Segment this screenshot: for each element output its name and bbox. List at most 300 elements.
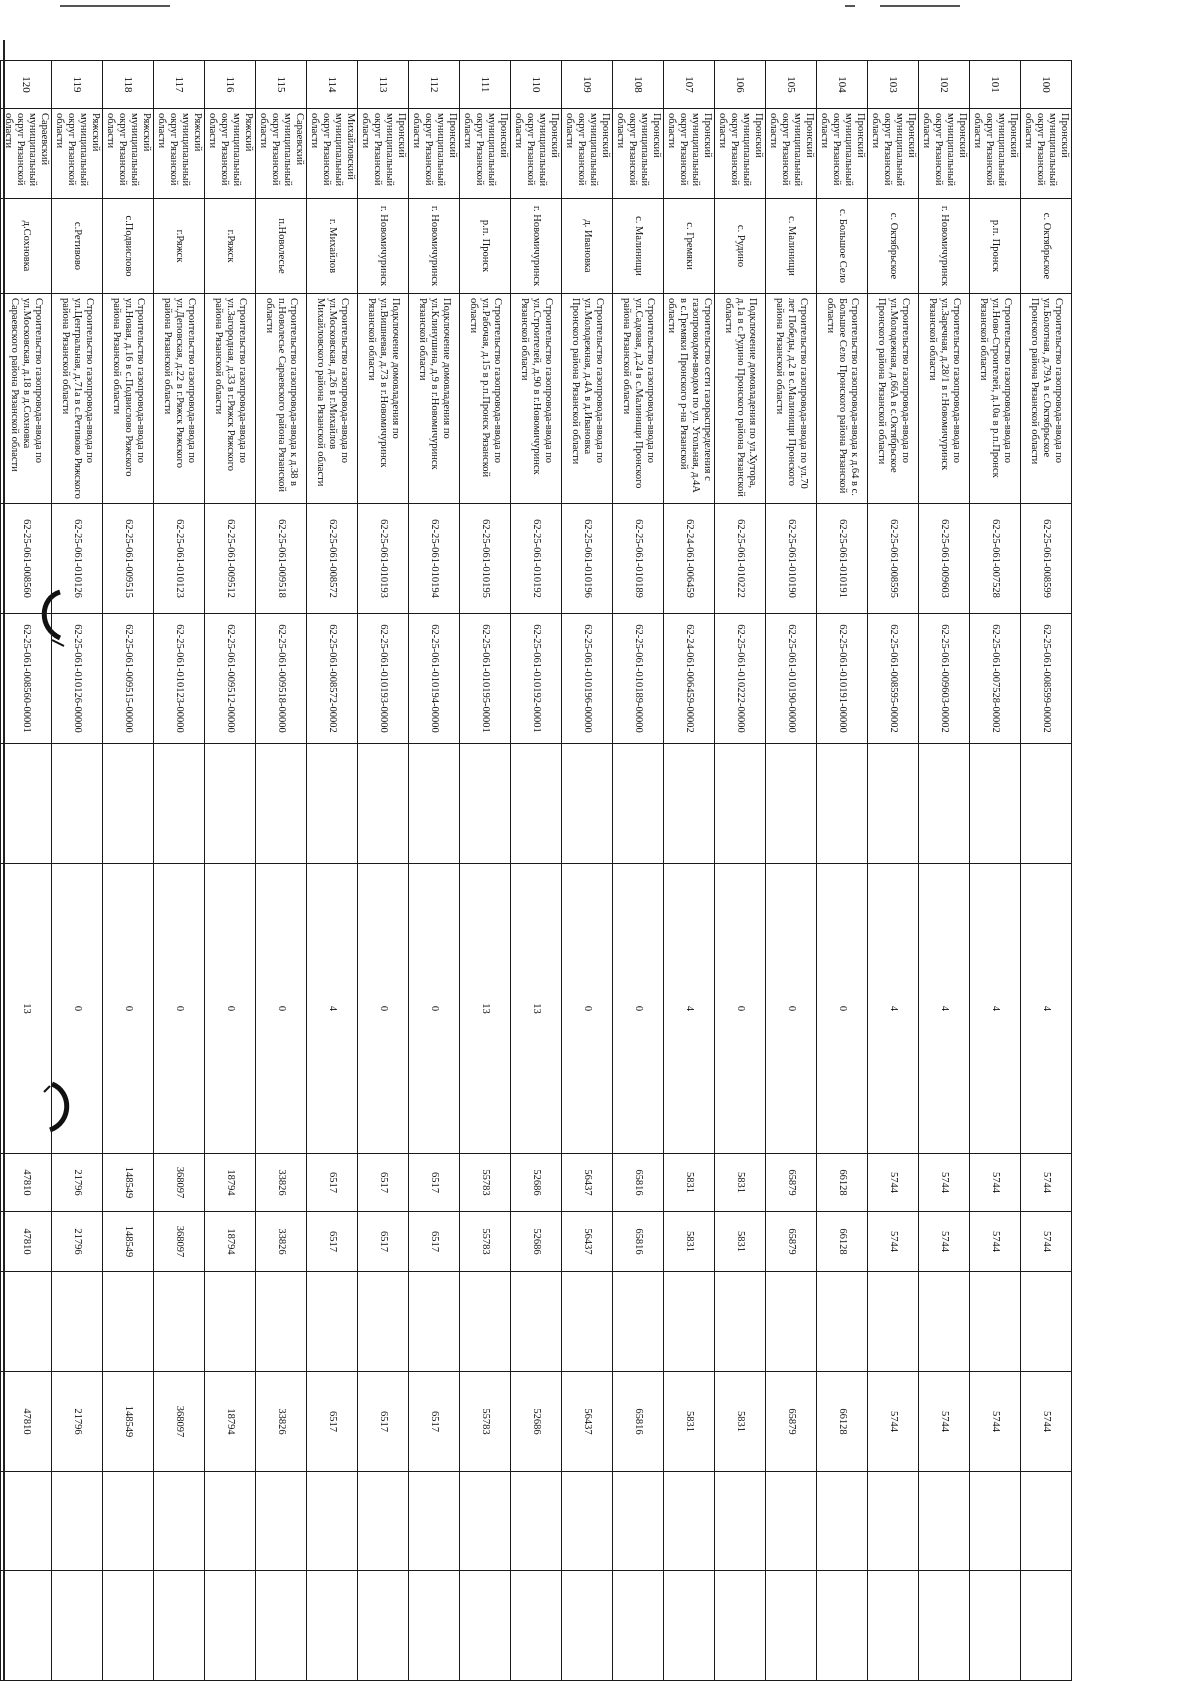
cell-empty [664, 1472, 715, 1571]
cell-empty [460, 1472, 511, 1571]
cell-number: 118 [103, 61, 154, 109]
cell-load: 0 [103, 864, 154, 1154]
cell-contract-id: 62-25-061-010193-00000 [358, 614, 409, 744]
cell-empty [154, 1472, 205, 1571]
cell-cost-1: 5831 [715, 1154, 766, 1212]
cell-empty [817, 744, 868, 864]
cell-application-id: 62-25-061-010190 [766, 504, 817, 614]
cell-empty [613, 744, 664, 864]
cell-district: Сараевский муниципальный округ Рязанской области [1, 109, 52, 199]
cell-cost-3 [970, 1272, 1021, 1372]
cell-empty [52, 1571, 103, 1681]
cell-application-id: 62-25-061-010194 [409, 504, 460, 614]
cell-cost-4: 47810 [1, 1372, 52, 1472]
cell-empty [307, 744, 358, 864]
cell-empty [562, 1571, 613, 1681]
cell-cost-1: 47810 [1, 1154, 52, 1212]
cell-cost-2: 5744 [868, 1212, 919, 1272]
cell-district: Пронский муниципальный округ Рязанской области [613, 109, 664, 199]
table-row [1, 61, 52, 1681]
cell-empty [154, 1571, 205, 1681]
cell-cost-1: 6517 [358, 1154, 409, 1212]
cell-cost-4: 21796 [52, 1372, 103, 1472]
cell-application-id: 62-25-061-008595 [868, 504, 919, 614]
cell-cost-4: 33826 [256, 1372, 307, 1472]
cell-cost-1: 6517 [409, 1154, 460, 1212]
cell-object: Строительство газопровода-ввода по ул.Деповская, д.22 в г.Ряжск Ряжского района Рязанской области [154, 294, 205, 504]
cell-locality: с. Гремяки [664, 199, 715, 294]
cell-contract-id: 62-25-061-009515-00000 [103, 614, 154, 744]
cell-empty [511, 744, 562, 864]
cell-load: 0 [205, 864, 256, 1154]
table-row [511, 61, 562, 1681]
cell-empty [358, 1472, 409, 1571]
cell-empty [1021, 1571, 1072, 1681]
cell-empty [409, 1571, 460, 1681]
table-row [460, 61, 511, 1681]
cell-cost-2: 5744 [1021, 1212, 1072, 1272]
cell-load: 4 [1021, 864, 1072, 1154]
cell-cost-3 [460, 1272, 511, 1372]
cell-district: Пронский муниципальный округ Рязанской области [409, 109, 460, 199]
cell-district: Михайловский муниципальный округ Рязанской области [307, 109, 358, 199]
cell-cost-3 [715, 1272, 766, 1372]
cell-load: 13 [1, 864, 52, 1154]
table-row [664, 61, 715, 1681]
cell-load: 0 [562, 864, 613, 1154]
cell-cost-2: 6517 [409, 1212, 460, 1272]
cell-cost-1: 18794 [205, 1154, 256, 1212]
cell-cost-2: 33826 [256, 1212, 307, 1272]
cell-empty [1021, 1472, 1072, 1571]
cell-locality: г. Новомичуринск [919, 199, 970, 294]
cell-cost-2: 56437 [562, 1212, 613, 1272]
cell-cost-3 [205, 1272, 256, 1372]
cell-locality: с. Рудино [715, 199, 766, 294]
cell-contract-id: 62-25-061-010190-00000 [766, 614, 817, 744]
cell-empty [103, 1472, 154, 1571]
cell-cost-3 [307, 1272, 358, 1372]
cell-number: 113 [358, 61, 409, 109]
cell-object: Строительство газопровода-ввода к д.64 в с. Большое Село Пронского района Рязанской области [817, 294, 868, 504]
cell-cost-4: 148549 [103, 1372, 154, 1472]
cell-district: Пронский муниципальный округ Рязанской области [562, 109, 613, 199]
cell-application-id: 62-25-061-010196 [562, 504, 613, 614]
cell-load: 0 [613, 864, 664, 1154]
cell-empty [205, 1472, 256, 1571]
table-row [358, 61, 409, 1681]
cell-locality: с. Октябрьское [868, 199, 919, 294]
cell-object: Строительство газопровода-ввода по ул.Болотная, д.79А в с.Октябрьское Пронского района Рязанской области [1021, 294, 1072, 504]
cell-empty [1, 744, 52, 864]
cell-locality: р.п. Пронск [460, 199, 511, 294]
table-row [868, 61, 919, 1681]
cell-number: 109 [562, 61, 613, 109]
cell-locality: г. Михайлов [307, 199, 358, 294]
cell-object: Строительство газопровода-ввода по ул.70 лет Победы, д.2 в с.Малинищи Пронского района Рязанской области [766, 294, 817, 504]
cell-empty [307, 1472, 358, 1571]
cell-load: 0 [766, 864, 817, 1154]
cell-empty [664, 1571, 715, 1681]
table-row [817, 61, 868, 1681]
cell-number: 112 [409, 61, 460, 109]
cell-contract-id: 62-25-061-010194-00000 [409, 614, 460, 744]
cell-cost-4: 65816 [613, 1372, 664, 1472]
cell-number: 108 [613, 61, 664, 109]
cell-object: Строительство газопровода-ввода по ул.Центральная, д.71а в с.Ретивово Ряжского района Рязанской области [52, 294, 103, 504]
cell-contract-id: 62-25-061-010192-00001 [511, 614, 562, 744]
cell-cost-2: 65879 [766, 1212, 817, 1272]
cell-cost-4: 5744 [970, 1372, 1021, 1472]
cell-empty [205, 1571, 256, 1681]
cell-cost-2: 52686 [511, 1212, 562, 1272]
cell-contract-id: 62-25-061-010191-00000 [817, 614, 868, 744]
cell-empty [460, 1571, 511, 1681]
cell-object: Подключение домовладения по ул.Хутора, д.1а в с.Рудино Пронского района Рязанской области [715, 294, 766, 504]
cell-cost-2: 5744 [919, 1212, 970, 1272]
cell-cost-2: 18794 [205, 1212, 256, 1272]
cell-load: 13 [511, 864, 562, 1154]
cell-empty [52, 744, 103, 864]
cell-contract-id: 62-25-061-009512-00000 [205, 614, 256, 744]
cell-cost-1: 5744 [970, 1154, 1021, 1212]
cell-cost-4: 5744 [919, 1372, 970, 1472]
cell-empty [613, 1571, 664, 1681]
cell-cost-1: 148549 [103, 1154, 154, 1212]
cell-locality: г. Новомичуринск [409, 199, 460, 294]
cell-contract-id: 62-25-061-010195-00001 [460, 614, 511, 744]
cell-locality: г. Новомичуринск [358, 199, 409, 294]
cell-application-id: 62-25-061-008560 [1, 504, 52, 614]
cell-cost-1: 65879 [766, 1154, 817, 1212]
cell-empty [970, 744, 1021, 864]
table-row [715, 61, 766, 1681]
table-row [766, 61, 817, 1681]
table-row [970, 61, 1021, 1681]
cell-cost-3 [154, 1272, 205, 1372]
cell-empty [715, 1472, 766, 1571]
cell-empty [817, 1571, 868, 1681]
cell-object: Строительство газопровода-ввода по ул.Заречная, д.28/1 в г.Новомичуринск Рязанской области [919, 294, 970, 504]
cell-application-id: 62-25-061-010123 [154, 504, 205, 614]
cell-object: Подключение домовладения по ул.Вишневая, д.73 в г.Новомичуринск Рязанской области [358, 294, 409, 504]
cell-object: Строительство газопровода-ввода по ул.Молодежная, д.4А в д.Ивановка Пронского района Рязанской области [562, 294, 613, 504]
cell-locality: д.Сохновка [1, 199, 52, 294]
cell-load: 4 [307, 864, 358, 1154]
cell-cost-3 [868, 1272, 919, 1372]
table-row [409, 61, 460, 1681]
cell-object: Подключение домовладения по ул.Клинушина, д.9 в г.Новомичуринск Рязанской области [409, 294, 460, 504]
cell-empty [613, 1472, 664, 1571]
cell-empty [409, 1472, 460, 1571]
cell-application-id: 62-25-061-008572 [307, 504, 358, 614]
cell-load: 0 [256, 864, 307, 1154]
cell-application-id: 62-25-061-010193 [358, 504, 409, 614]
cell-cost-1: 5744 [1021, 1154, 1072, 1212]
cell-application-id: 62-24-061-006459 [664, 504, 715, 614]
cell-cost-3 [1, 1272, 52, 1372]
cell-cost-4: 18794 [205, 1372, 256, 1472]
cell-cost-3 [613, 1272, 664, 1372]
cell-application-id: 62-25-061-009512 [205, 504, 256, 614]
cell-empty [205, 744, 256, 864]
data-table [0, 60, 1072, 1681]
cell-empty [409, 744, 460, 864]
cell-application-id: 62-25-061-010195 [460, 504, 511, 614]
cell-empty [715, 1571, 766, 1681]
cell-cost-4: 56437 [562, 1372, 613, 1472]
cell-cost-2: 148549 [103, 1212, 154, 1272]
cell-empty [460, 744, 511, 864]
cell-object: Строительство газопровода-ввода по ул.Молодежная, д.66А в с.Октябрьское Пронского района Рязанской области [868, 294, 919, 504]
cell-cost-1: 33826 [256, 1154, 307, 1212]
cell-number: 105 [766, 61, 817, 109]
cell-number: 116 [205, 61, 256, 109]
cell-empty [256, 744, 307, 864]
cell-locality: с. Малинищи [613, 199, 664, 294]
cell-cost-1: 21796 [52, 1154, 103, 1212]
cell-cost-1: 65816 [613, 1154, 664, 1212]
cell-empty [562, 1472, 613, 1571]
cell-load: 13 [460, 864, 511, 1154]
cell-contract-id: 62-25-061-009518-00000 [256, 614, 307, 744]
cell-cost-3 [409, 1272, 460, 1372]
cell-number: 110 [511, 61, 562, 109]
cell-cost-4: 5831 [664, 1372, 715, 1472]
cell-locality: р.п. Пронск [970, 199, 1021, 294]
cell-number: 120 [1, 61, 52, 109]
cell-locality: с. Октябрьское [1021, 199, 1072, 294]
cell-cost-2: 6517 [358, 1212, 409, 1272]
cell-locality: г.Ряжск [205, 199, 256, 294]
cell-contract-id: 62-25-061-008572-00002 [307, 614, 358, 744]
cell-object: Строительство газопровода-ввода по ул.Московская, д.26 в г.Михайлов Михайловского района Рязанской области [307, 294, 358, 504]
cell-contract-id: 62-25-061-008560-00001 [1, 614, 52, 744]
cell-object: Строительство газопровода-ввода по ул.Новая, д.16 в с.Подвислово Ряжского района Рязанской области [103, 294, 154, 504]
cell-empty [766, 744, 817, 864]
cell-empty [817, 1472, 868, 1571]
cell-empty [715, 744, 766, 864]
cell-district: Пронский муниципальный округ Рязанской области [868, 109, 919, 199]
cell-cost-3 [511, 1272, 562, 1372]
cell-cost-4: 6517 [409, 1372, 460, 1472]
cell-application-id: 62-25-061-009518 [256, 504, 307, 614]
table-row [256, 61, 307, 1681]
cell-object: Строительство газопровода-ввода по ул.Загородная, д.33 в г.Ряжск Ряжского района Рязанской области [205, 294, 256, 504]
cell-cost-3 [919, 1272, 970, 1372]
cell-cost-4: 66128 [817, 1372, 868, 1472]
cell-cost-3 [664, 1272, 715, 1372]
cell-number: 104 [817, 61, 868, 109]
cell-cost-1: 66128 [817, 1154, 868, 1212]
cell-application-id: 62-25-061-007528 [970, 504, 1021, 614]
cell-number: 106 [715, 61, 766, 109]
cell-number: 115 [256, 61, 307, 109]
cell-contract-id: 62-25-061-007528-00002 [970, 614, 1021, 744]
cell-empty [307, 1571, 358, 1681]
cell-load: 4 [664, 864, 715, 1154]
cell-empty [103, 744, 154, 864]
cell-cost-3 [817, 1272, 868, 1372]
cell-cost-4: 5744 [868, 1372, 919, 1472]
cell-empty [919, 1571, 970, 1681]
cell-load: 0 [52, 864, 103, 1154]
cell-cost-4: 368097 [154, 1372, 205, 1472]
cell-cost-4: 6517 [307, 1372, 358, 1472]
cell-locality: с.Подвислово [103, 199, 154, 294]
cell-object: Строительство газопровода-ввода по ул.Рабочая, д.15 в р.п.Пронск Рязанской области [460, 294, 511, 504]
cell-contract-id: 62-25-061-010222-00000 [715, 614, 766, 744]
table-row [919, 61, 970, 1681]
table-row [52, 61, 103, 1681]
cell-empty [970, 1571, 1021, 1681]
cell-cost-3 [562, 1272, 613, 1372]
cell-number: 114 [307, 61, 358, 109]
table-row [307, 61, 358, 1681]
cell-contract-id: 62-25-061-008599-00002 [1021, 614, 1072, 744]
cell-cost-1: 52686 [511, 1154, 562, 1212]
cell-object: Строительство газопровода-ввода по ул.Московская, д.18 в д.Сохновка Сараевского района Рязанской области [1, 294, 52, 504]
cell-cost-3 [358, 1272, 409, 1372]
cell-number: 100 [1021, 61, 1072, 109]
cell-load: 0 [154, 864, 205, 1154]
cell-cost-2: 21796 [52, 1212, 103, 1272]
cell-cost-2: 6517 [307, 1212, 358, 1272]
cell-empty [919, 1472, 970, 1571]
cell-contract-id: 62-25-061-010189-00000 [613, 614, 664, 744]
cell-cost-1: 5744 [868, 1154, 919, 1212]
cell-empty [1, 1472, 52, 1571]
cell-load: 0 [817, 864, 868, 1154]
cell-cost-1: 56437 [562, 1154, 613, 1212]
table-body [1, 61, 1072, 1681]
cell-locality: п.Новолесье [256, 199, 307, 294]
cell-cost-3 [256, 1272, 307, 1372]
cell-empty [868, 1571, 919, 1681]
cell-district: Ряжский муниципальный округ Рязанской области [103, 109, 154, 199]
cell-contract-id: 62-25-061-010123-00000 [154, 614, 205, 744]
cell-empty [868, 744, 919, 864]
cell-contract-id: 62-25-061-009603-00002 [919, 614, 970, 744]
cell-locality: с. Большое Село [817, 199, 868, 294]
cell-district: Пронский муниципальный округ Рязанской области [766, 109, 817, 199]
cell-application-id: 62-25-061-010191 [817, 504, 868, 614]
cell-empty [1, 1571, 52, 1681]
table-row [154, 61, 205, 1681]
cell-empty [766, 1571, 817, 1681]
cell-contract-id: 62-25-061-010196-00000 [562, 614, 613, 744]
cell-cost-3 [1021, 1272, 1072, 1372]
cell-cost-2: 368097 [154, 1212, 205, 1272]
cell-empty [766, 1472, 817, 1571]
cell-empty [1021, 744, 1072, 864]
cell-empty [970, 1472, 1021, 1571]
cell-cost-1: 5831 [664, 1154, 715, 1212]
cell-cost-1: 5744 [919, 1154, 970, 1212]
cell-empty [511, 1571, 562, 1681]
cell-number: 107 [664, 61, 715, 109]
cell-load: 4 [868, 864, 919, 1154]
cell-district: Пронский муниципальный округ Рязанской области [715, 109, 766, 199]
cell-number: 102 [919, 61, 970, 109]
cell-cost-4: 65879 [766, 1372, 817, 1472]
cell-contract-id: 62-24-061-006459-00002 [664, 614, 715, 744]
cell-object: Строительство сети газораспределения с газопроводом-вводом по ул. Угольная, д.4А в с.Гремяки Пронского р-на Рязанской области [664, 294, 715, 504]
cell-load: 0 [409, 864, 460, 1154]
cell-district: Пронский муниципальный округ Рязанской области [358, 109, 409, 199]
cell-cost-2: 65816 [613, 1212, 664, 1272]
cell-load: 4 [970, 864, 1021, 1154]
cell-application-id: 62-25-061-008599 [1021, 504, 1072, 614]
cell-empty [358, 1571, 409, 1681]
cell-number: 117 [154, 61, 205, 109]
cell-cost-1: 368097 [154, 1154, 205, 1212]
cell-district: Сараевский муниципальный округ Рязанской области [256, 109, 307, 199]
cell-cost-3 [52, 1272, 103, 1372]
cell-locality: с.Ретивово [52, 199, 103, 294]
cell-number: 119 [52, 61, 103, 109]
cell-cost-4: 5744 [1021, 1372, 1072, 1472]
cell-empty [256, 1571, 307, 1681]
cell-cost-4: 55783 [460, 1372, 511, 1472]
cell-empty [919, 744, 970, 864]
cell-cost-2: 55783 [460, 1212, 511, 1272]
cell-locality: г.Ряжск [154, 199, 205, 294]
cell-district: Пронский муниципальный округ Рязанской области [460, 109, 511, 199]
cell-object: Строительство газопровода-ввода по ул.Строителей, д.90 в г.Новомичуринск Рязанской области [511, 294, 562, 504]
cell-district: Пронский муниципальный округ Рязанской области [664, 109, 715, 199]
cell-contract-id: 62-25-061-008595-00002 [868, 614, 919, 744]
cell-district: Пронский муниципальный округ Рязанской области [919, 109, 970, 199]
cell-cost-2: 5831 [664, 1212, 715, 1272]
cell-number: 103 [868, 61, 919, 109]
cell-application-id: 62-25-061-010192 [511, 504, 562, 614]
cell-application-id: 62-25-061-009603 [919, 504, 970, 614]
cell-load: 0 [715, 864, 766, 1154]
cell-empty [103, 1571, 154, 1681]
cell-cost-2: 5744 [970, 1212, 1021, 1272]
cell-number: 111 [460, 61, 511, 109]
cell-application-id: 62-25-061-010126 [52, 504, 103, 614]
cell-empty [868, 1472, 919, 1571]
cell-locality: д. Ивановка [562, 199, 613, 294]
table-row [562, 61, 613, 1681]
cell-empty [664, 744, 715, 864]
cell-application-id: 62-25-061-010189 [613, 504, 664, 614]
cell-cost-4: 5831 [715, 1372, 766, 1472]
cell-object: Строительство газопровода-ввода по ул.Ново-Строителей, д.10а в р.п.Пронск Рязанской области [970, 294, 1021, 504]
cell-empty [154, 744, 205, 864]
cell-district: Ряжский муниципальный округ Рязанской области [154, 109, 205, 199]
cell-cost-2: 66128 [817, 1212, 868, 1272]
table-row [205, 61, 256, 1681]
cell-district: Пронский муниципальный округ Рязанской области [1021, 109, 1072, 199]
cell-empty [52, 1472, 103, 1571]
cell-application-id: 62-25-061-009515 [103, 504, 154, 614]
cell-load: 4 [919, 864, 970, 1154]
rotated-table-wrapper [3, 60, 1072, 1680]
cell-cost-1: 6517 [307, 1154, 358, 1212]
cell-load: 0 [358, 864, 409, 1154]
cell-district: Пронский муниципальный округ Рязанской области [511, 109, 562, 199]
cell-cost-4: 52686 [511, 1372, 562, 1472]
cell-district: Ряжский муниципальный округ Рязанской области [52, 109, 103, 199]
scan-top-artifacts [0, 0, 1200, 18]
cell-application-id: 62-25-061-010222 [715, 504, 766, 614]
cell-object: Строительство газопровода-ввода к д.38 в п.Новолесье Сараевского района Рязанской области [256, 294, 307, 504]
cell-locality: г. Новомичуринск [511, 199, 562, 294]
cell-cost-4: 6517 [358, 1372, 409, 1472]
